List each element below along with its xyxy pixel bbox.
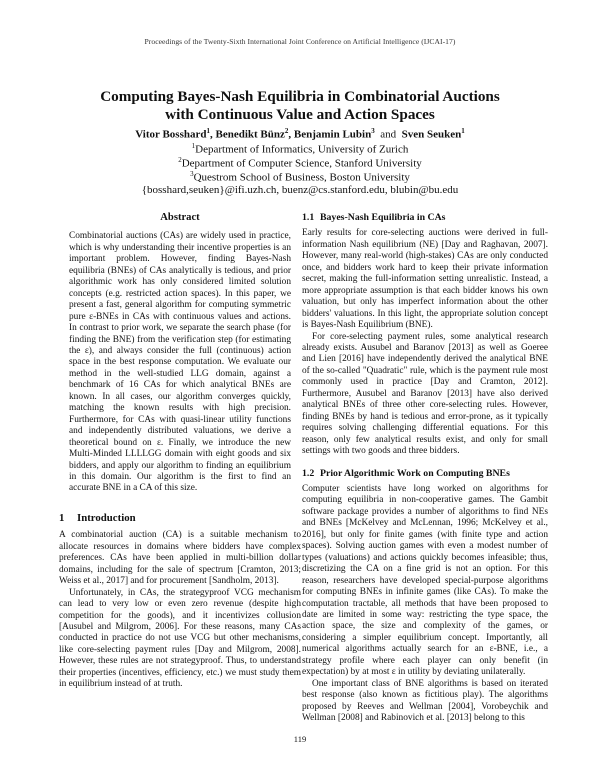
section-heading-introduction: 1 Introduction (59, 511, 136, 524)
sec11-paragraph-2: For core-selecting payment rules, some analytical research already exists. Ausubel and Baranov [2013] as well as Goeree and Lien [2016] have independently derived the analytical BNE of the so-called "Quadratic" rule, which is the payment rule most commonly used in practice [Day and Cramton, 2012]. Furthermore, Ausubel and Baranov [2013] have also derived analytical BNEs of three other core-selecting rules. However, finding BNEs by hand is tedious and error-prone, as it typically requires solving challenging differential equations. For this reason, only few analytical results exist, and only for small settings with two goods and three bidders. (302, 331, 548, 457)
title-line-1: Computing Bayes-Nash Equilibria in Combinatorial Auctions (100, 88, 500, 105)
affiliation-2: $^2$Department of Computer Science, Stanford University (178, 156, 422, 170)
sec12-paragraph-1: Computer scientists have long worked on algorithms for computing equilibria in non-cooperative games. The Gambit software package provides a number of algorithms to find NEs and BNEs [McKelvey and McLennan, 1996; McKelvey et al., 2016], but only for finite games (with finite type and action spaces). Solving auction games with even a modest number of types (valuations) and actions quickly becomes infeasible; thus, discretizing the CA on a fine grid is not an option. For this reason, researchers have developed special-purpose algorithms for computing BNEs in infinite games (like CAs). To make the computation tractable, all methods that have been proposed to date are limited in some way: restricting the type space, the action space, the size and complexity of the games, or considering a simpler equilibrium concept. Importantly, all numerical algorithms actually search for an ε-BNE, i.e., a strategy profile where each player can only benefit (in expectation) by at most ε in utility by deviating unilaterally. (302, 483, 548, 678)
paper-title (60, 88, 540, 124)
intro-paragraph-1: A combinatorial auction (CA) is a suitable mechanism to allocate resources in domains where bidders have complex preferences. CAs have been applied in multi-billion dollar domains, including for the sale of spectrum [Cramton, 2013; Weiss et al., 2017] and for procurement [Sandholm, 2013]. (59, 530, 301, 587)
author-emails: {bosshard,seuken}@ifi.uzh.ch, buenz@cs.stanford.edu, blubin@bu.edu (141, 184, 459, 196)
sec11-paragraph-1: Early results for core-selecting auctions were derived in full-information Nash equilibrium (NE) [Day and Raghavan, 2007]. However, many real-world (high-stakes) CAs are only conducted once, and bidders work hard to keep their private information secret, making the full-information setting unrealistic. Instead, a more appropriate assumption is that each bidder knows his own valuation, but only has imperfect information about the other bidders' valuations. In this light, the appropriate solution concept is Bayes-Nash Equilibrium (BNE). (302, 228, 548, 331)
proceedings-header: Proceedings of the Twenty-Sixth International Joint Conference on Artificial Intelligence (IJCAI-17) (144, 37, 456, 46)
left-column (59, 212, 301, 691)
abstract-text: Combinatorial auctions (CAs) are widely used in practice, which is why understanding their incentive properties is an important problem. However, finding Bayes-Nash equilibria (BNEs) of CAs analytically is tedious, and prior algorithmic work has only considered limited solution concepts (e.g. restricted action spaces). In this paper, we present a fast, general algorithm for computing symmetric pure ε-BNEs in CAs with continuous values and actions. In contrast to prior work, we separate the search phase (for finding the BNE) from the verification step (for estimating the ε), and always consider the full (continuous) action space in the best response computation. We evaluate our method in the well-studied LLG domain, against a benchmark of 16 CAs for which analytical BNEs are known. In all cases, our algorithm converges quickly, matching the known results with high precision. Furthermore, for CAs with quasi-linear utility functions and independently distributed valuations, we derive a theoretical bound on ε. Finally, we introduce the new Multi-Minded LLLLGG domain with eight goods and six bidders, and apply our algorithm to finding an equilibrium in this domain. Our algorithm is the first to find an accurate BNE in a CA of this size. (69, 231, 291, 494)
right-column (302, 212, 548, 724)
intro-paragraph-2: Unfortunately, in CAs, the strategyproof VCG mechanism can lead to very low or even zero revenue (despite high competition for the goods), and it incentivizes collusion [Ausubel and Milgrom, 2006]. For these reasons, many CAs conducted in practice do not use VCG but other mechanisms, like core-selecting payment rules [Day and Milgrom, 2008]. However, these rules are not strategyproof. Thus, to understand their properties (incentives, efficiency, etc.) we must study them in equilibrium instead of at truth. (59, 587, 301, 690)
author-2-affil: 2 (284, 127, 289, 135)
author-list: Vitor Bosshard$^1$, Benedikt Bünz$^2$, Benjamin Lubin$^3$ and Sven Seuken$^1$ (135, 127, 465, 141)
section-heading-1-2: 1.2 Prior Algorithmic Work on Computing BNEs (302, 467, 510, 479)
author-and: and (380, 128, 397, 141)
author-1: Vitor Bosshard (135, 128, 207, 141)
title-line-2: with Continuous Value and Action Spaces (165, 106, 435, 123)
author-4-affil: 1 (461, 127, 465, 135)
author-1-affil: 1 (206, 127, 210, 135)
affiliation-3: $^3$Questrom School of Business, Boston University (190, 170, 410, 184)
page-number: 119 (293, 734, 307, 744)
author-3-affil: 3 (371, 127, 375, 135)
author-2: Benedikt Bünz (215, 128, 285, 141)
author-3: Benjamin Lubin (293, 128, 372, 141)
abstract-heading: Abstract (160, 212, 200, 223)
sec12-paragraph-2: One important class of BNE algorithms is based on iterated best response (also known as fictitious play). The algorithms proposed by Reeves and Wellman [2004], Vorobeychik and Wellman [2008] and Rabinovich et al. [2013] belong to this (302, 678, 548, 724)
author-4: Sven Seuken (401, 128, 462, 141)
affiliation-1: $^1$Department of Informatics, University of Zurich (191, 142, 409, 156)
section-heading-1-1: 1.1 Bayes-Nash Equilibria in CAs (302, 212, 446, 223)
